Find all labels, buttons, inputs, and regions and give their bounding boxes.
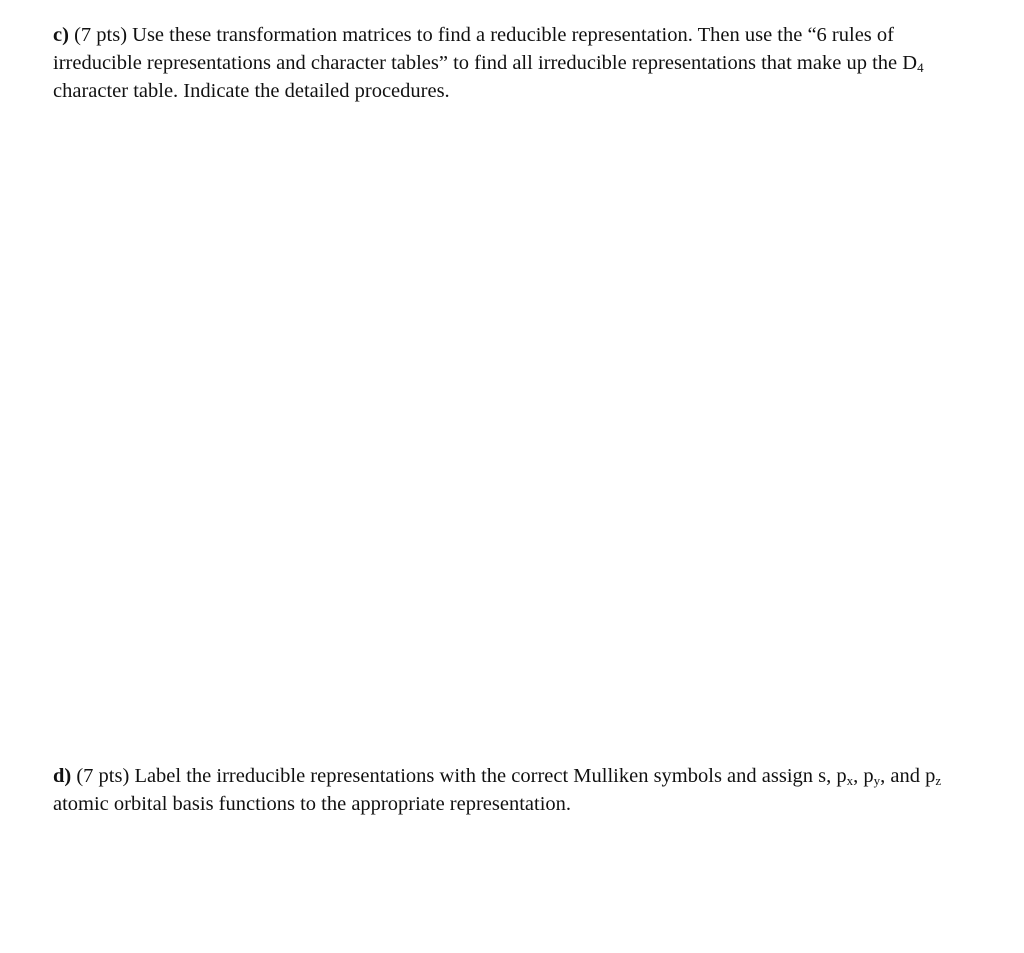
question-c-subscript-1: 4 [917, 60, 924, 75]
question-c-points: (7 pts) [74, 24, 128, 46]
question-c [53, 21, 953, 105]
question-d-label: d) [53, 765, 72, 787]
question-d-subscript-x: x [846, 773, 854, 788]
question-d-subscript-z: z [935, 773, 942, 788]
question-d-text-4: atomic orbital basis functions to the appropriate representation. [53, 793, 572, 815]
question-d-text-2: , p [853, 765, 874, 787]
question-d-points: (7 pts) [76, 765, 130, 787]
question-d-text-3: , and p [880, 765, 936, 787]
question-d-text-1: Label the irreducible representations with the correct Mulliken symbols and assign s, p [134, 765, 847, 787]
question-c-text-1: Use these transformation matrices to find a reducible representation. Then use the “6 rules of irreducible representations and character tables” to find all irreducible representations that make up the D [53, 24, 918, 74]
question-d-subscript-y: y [873, 773, 881, 788]
question-c-text-2: character table. Indicate the detailed procedures. [53, 80, 450, 102]
question-c-label: c) [53, 24, 69, 46]
question-d [53, 762, 953, 818]
